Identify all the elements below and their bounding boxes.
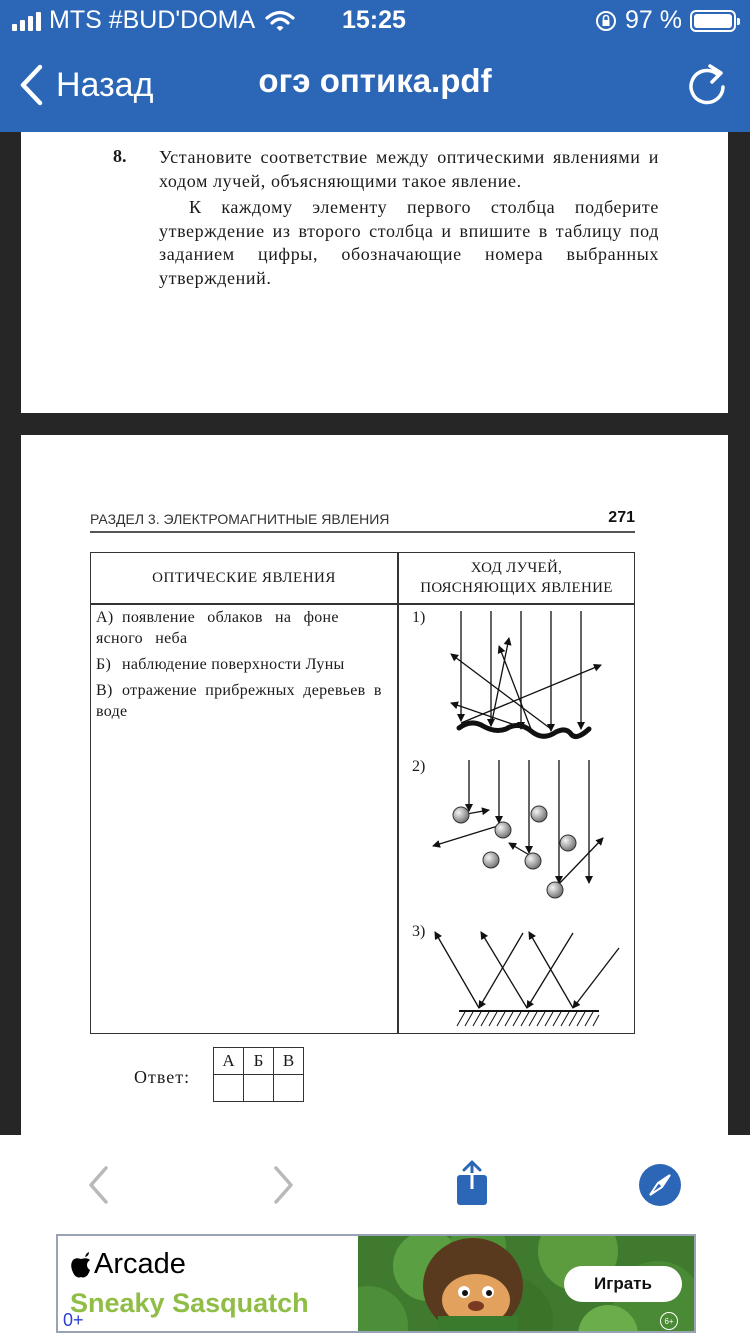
refresh-icon[interactable]: [686, 60, 730, 110]
answer-cell-a: [214, 1075, 244, 1102]
ad-subtitle: Sneaky Sasquatch: [70, 1288, 309, 1318]
question-paragraph-1: Установите соответствие между оптическими явлениями и ходом лучей, объясняющими такое явление.: [159, 147, 659, 191]
question-paragraph-2: К каждому элементу первого столбца подберите утверждение из второго столбца и впишите в таблицу под заданием цифры, обозначающие номера выбранных утверждений.: [159, 197, 659, 288]
previous-icon[interactable]: [86, 1165, 110, 1205]
question-number: 8.: [113, 146, 127, 166]
compass-icon[interactable]: [639, 1164, 681, 1206]
status-bar: [0, 0, 750, 40]
signal-icon: [12, 11, 41, 31]
answer-cell-b: [244, 1075, 274, 1102]
age-rating: 0+: [63, 1310, 84, 1330]
ad-title: [70, 1248, 186, 1281]
ray-diagram-2: [431, 758, 621, 908]
answer-table: [213, 1047, 304, 1102]
phenomenon-label: Б): [96, 656, 112, 673]
phenomenon-text: отражение прибрежных деревьев в воде: [96, 682, 382, 720]
answer-cell-c: [274, 1075, 304, 1102]
ad-banner[interactable]: [56, 1234, 696, 1333]
ad-title-text: Arcade: [94, 1248, 186, 1280]
status-time: 15:25: [342, 6, 406, 34]
option-1-label: 1): [412, 609, 426, 626]
phenomenon-text: появление облаков на фоне ясного неба: [96, 609, 339, 647]
phenomenon-label: А): [96, 609, 114, 626]
answer-label: Ответ:: [134, 1067, 191, 1087]
option-2-label: 2): [412, 758, 426, 775]
column-header-phenomena: ОПТИЧЕСКИЕ ЯВЛЕНИЯ: [152, 569, 336, 586]
wifi-icon: [265, 10, 295, 32]
play-button[interactable]: Играть: [564, 1266, 682, 1302]
apple-icon: [70, 1252, 92, 1278]
ray-diagram-3: [431, 918, 631, 1033]
share-icon[interactable]: [452, 1159, 492, 1209]
pdf-page-2: [21, 435, 728, 1135]
back-label: Назад: [56, 65, 154, 104]
answer-col-b: Б: [244, 1048, 274, 1075]
answer-col-a: А: [214, 1048, 244, 1075]
answer-col-c: В: [274, 1048, 304, 1075]
battery-icon: [690, 10, 736, 32]
bottom-toolbar: [0, 1135, 750, 1233]
pdf-page-1: [21, 132, 728, 413]
phenomenon-text: наблюдение поверхности Луны: [122, 656, 345, 673]
ad-container: [0, 1233, 750, 1334]
running-head: [90, 511, 635, 533]
battery-percent: 97 %: [625, 6, 682, 34]
document-title: [0, 62, 750, 100]
carrier-name: MTS #BUD'DOMA: [49, 6, 256, 34]
column-header-rays-line1: ХОД ЛУЧЕЙ,: [470, 560, 563, 576]
phenomenon-b: [96, 654, 388, 675]
page-number: 271: [608, 509, 635, 526]
top-bar: [0, 0, 750, 132]
section-title: РАЗДЕЛ 3. ЭЛЕКТРОМАГНИТНЫЕ ЯВЛЕНИЯ: [90, 511, 390, 527]
phenomenon-c: [96, 680, 388, 722]
document-title-text: огэ оптика.pdf: [258, 62, 492, 99]
question-text: [159, 146, 659, 290]
option-3-label: 3): [412, 923, 426, 940]
ray-diagram-1: [431, 601, 621, 741]
column-header-rays-line2: ПОЯСНЯЮЩИХ ЯВЛЕНИЕ: [420, 580, 613, 596]
phenomenon-label: В): [96, 682, 113, 699]
status-left: [12, 6, 295, 35]
next-icon[interactable]: [272, 1165, 296, 1205]
age-badge: 6+: [660, 1312, 678, 1330]
status-right: [595, 6, 736, 35]
column-header-rays: [398, 553, 635, 603]
matching-table: [90, 552, 635, 1034]
orientation-lock-icon: [595, 10, 617, 32]
phenomenon-a: [96, 607, 388, 649]
